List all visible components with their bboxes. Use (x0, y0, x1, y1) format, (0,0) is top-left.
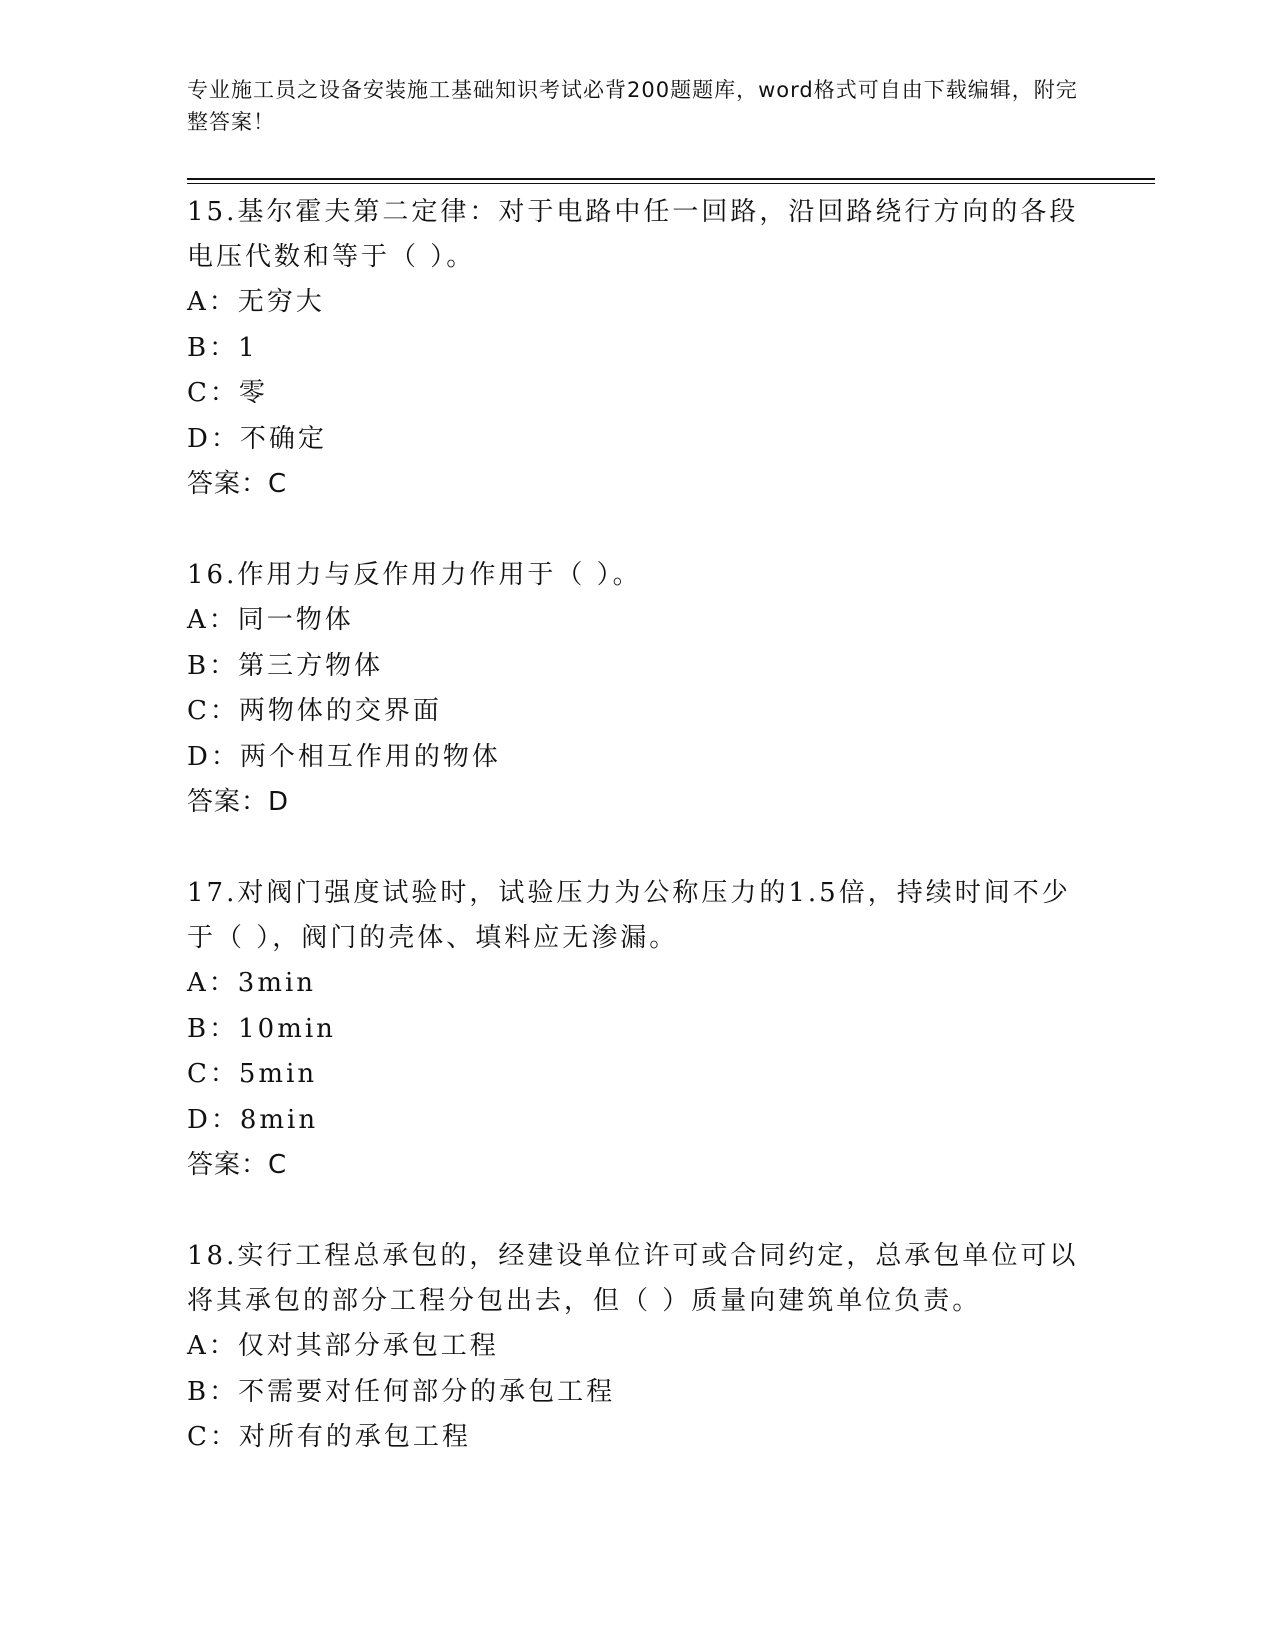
option-c: C：5min (187, 1059, 318, 1089)
question-stem: 18.实行工程总承包的，经建设单位许可或合同约定，总承包单位可以将其承包的部分工程分包出去，但（ ）质量向建筑单位负责。 (187, 1241, 1079, 1316)
option-b: B：不需要对任何部分的承包工程 (187, 1376, 616, 1407)
header-divider-thin (187, 183, 1155, 184)
question-15 (187, 190, 1087, 507)
question-18 (187, 1234, 1087, 1461)
question-list (187, 190, 1087, 1507)
option-b: B：第三方物体 (187, 650, 384, 681)
option-a: A：仅对其部分承包工程 (187, 1331, 499, 1361)
option-b: B：1 (187, 332, 258, 363)
option-a: A：3min (187, 968, 317, 998)
question-stem: 15.基尔霍夫第二定律：对于电路中任一回路，沿回路绕行方向的各段电压代数和等于（ ）。 (187, 197, 1079, 272)
document-header: 专业施工员之设备安装施工基础知识考试必背200题题库，word格式可自由下载编辑，附完整答案！ (187, 78, 1078, 134)
answer-line: 答案：D (187, 787, 290, 817)
option-c: C：两物体的交界面 (187, 696, 442, 726)
option-b: B：10min (187, 1013, 336, 1044)
option-c: C：零 (187, 378, 268, 408)
option-d: D：两个相互作用的物体 (187, 741, 501, 772)
question-16 (187, 553, 1087, 825)
answer-line: 答案：C (187, 1150, 288, 1180)
question-17 (187, 871, 1087, 1188)
option-d: D：8min (187, 1104, 319, 1135)
option-a: A：无穷大 (187, 287, 325, 317)
option-c: C：对所有的承包工程 (187, 1422, 471, 1452)
question-stem: 17.对阀门强度试验时，试验压力为公称压力的1.5倍，持续时间不少于（ ），阀门的壳体、填料应无渗漏。 (187, 878, 1071, 953)
question-stem: 16.作用力与反作用力作用于（ ）。 (187, 560, 642, 590)
option-d: D：不确定 (187, 423, 327, 454)
answer-line: 答案：C (187, 469, 288, 499)
header-divider-thick (187, 178, 1155, 180)
option-a: A：同一物体 (187, 605, 354, 635)
